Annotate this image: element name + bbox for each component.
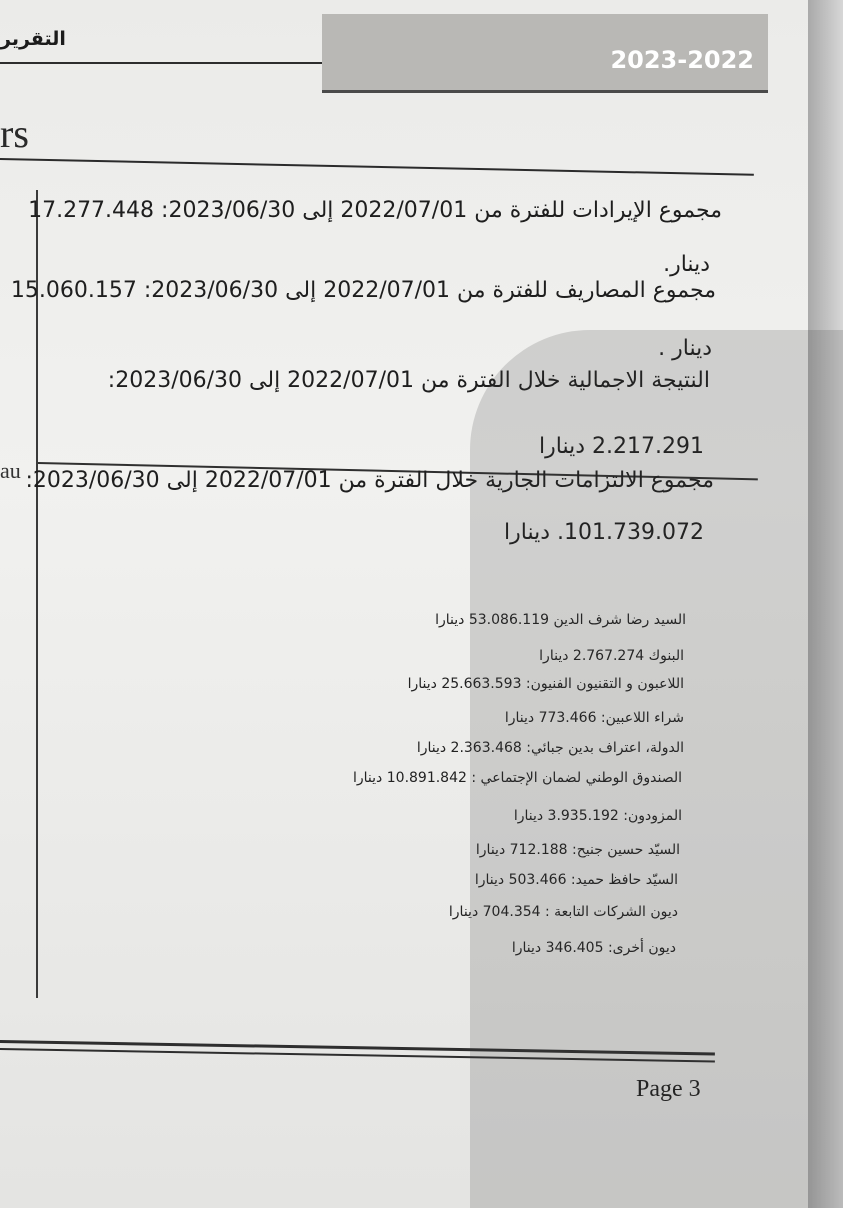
result-line: النتيجة الاجمالية خلال الفترة من 2022/07/01 إلى 2023/06/30: <box>107 368 710 393</box>
page-number: Page 3 <box>636 1076 701 1102</box>
year-banner <box>322 14 768 93</box>
breakdown-item: السيّد حافظ حميد: 503.466 دينارا <box>474 872 678 888</box>
left-column-fragment: au <box>0 458 21 483</box>
breakdown-item: الصندوق الوطني لضمان الإجتماعي : 10.891.842 دينارا <box>353 770 682 786</box>
breakdown-item: المزودون: 3.935.192 دينارا <box>513 808 682 824</box>
result-value: 2.217.291 دينارا <box>539 434 704 459</box>
breakdown-item: شراء اللاعبين: 773.466 دينارا <box>504 710 684 726</box>
header-rule <box>0 62 322 64</box>
revenue-line: مجموع الإيرادات للفترة من 2022/07/01 إلى 2023/06/30: 17.277.448 <box>28 198 722 223</box>
section-rule <box>0 158 754 176</box>
breakdown-item: اللاعبون و التقنيون الفنيون: 25.663.593 دينارا <box>407 676 684 692</box>
breakdown-item: الدولة، اعتراف بدين جبائي: 2.363.468 دينارا <box>416 740 684 756</box>
breakdown-item: السيد رضا شرف الدين 53.086.119 دينارا <box>435 612 686 628</box>
revenue-unit: دينار. <box>663 252 710 277</box>
liabilities-total: 101.739.072. دينارا <box>504 520 704 545</box>
report-header-fragment: التقرير <box>0 28 66 50</box>
footer-rule <box>0 1040 715 1055</box>
section-title-fragment: rs <box>0 111 29 156</box>
breakdown-item: البنوك 2.767.274 دينارا <box>539 648 684 664</box>
year-range: 2023-2022 <box>610 46 754 74</box>
breakdown-item: ديون الشركات التابعة : 704.354 دينارا <box>448 904 678 920</box>
breakdown-item: ديون أخرى: 346.405 دينارا <box>511 940 676 956</box>
binder-edge <box>808 0 843 1208</box>
column-divider <box>36 190 38 998</box>
expenses-unit: دينار . <box>658 336 712 361</box>
expenses-line: مجموع المصاريف للفترة من 2022/07/01 إلى 2023/06/30: 15.060.157 <box>10 278 716 303</box>
liabilities-line: مجموع الالتزامات الجارية خلال الفترة من 2022/07/01 إلى 2023/06/30: <box>25 468 714 493</box>
breakdown-item: السيّد حسين جنيح: 712.188 دينارا <box>475 842 680 858</box>
